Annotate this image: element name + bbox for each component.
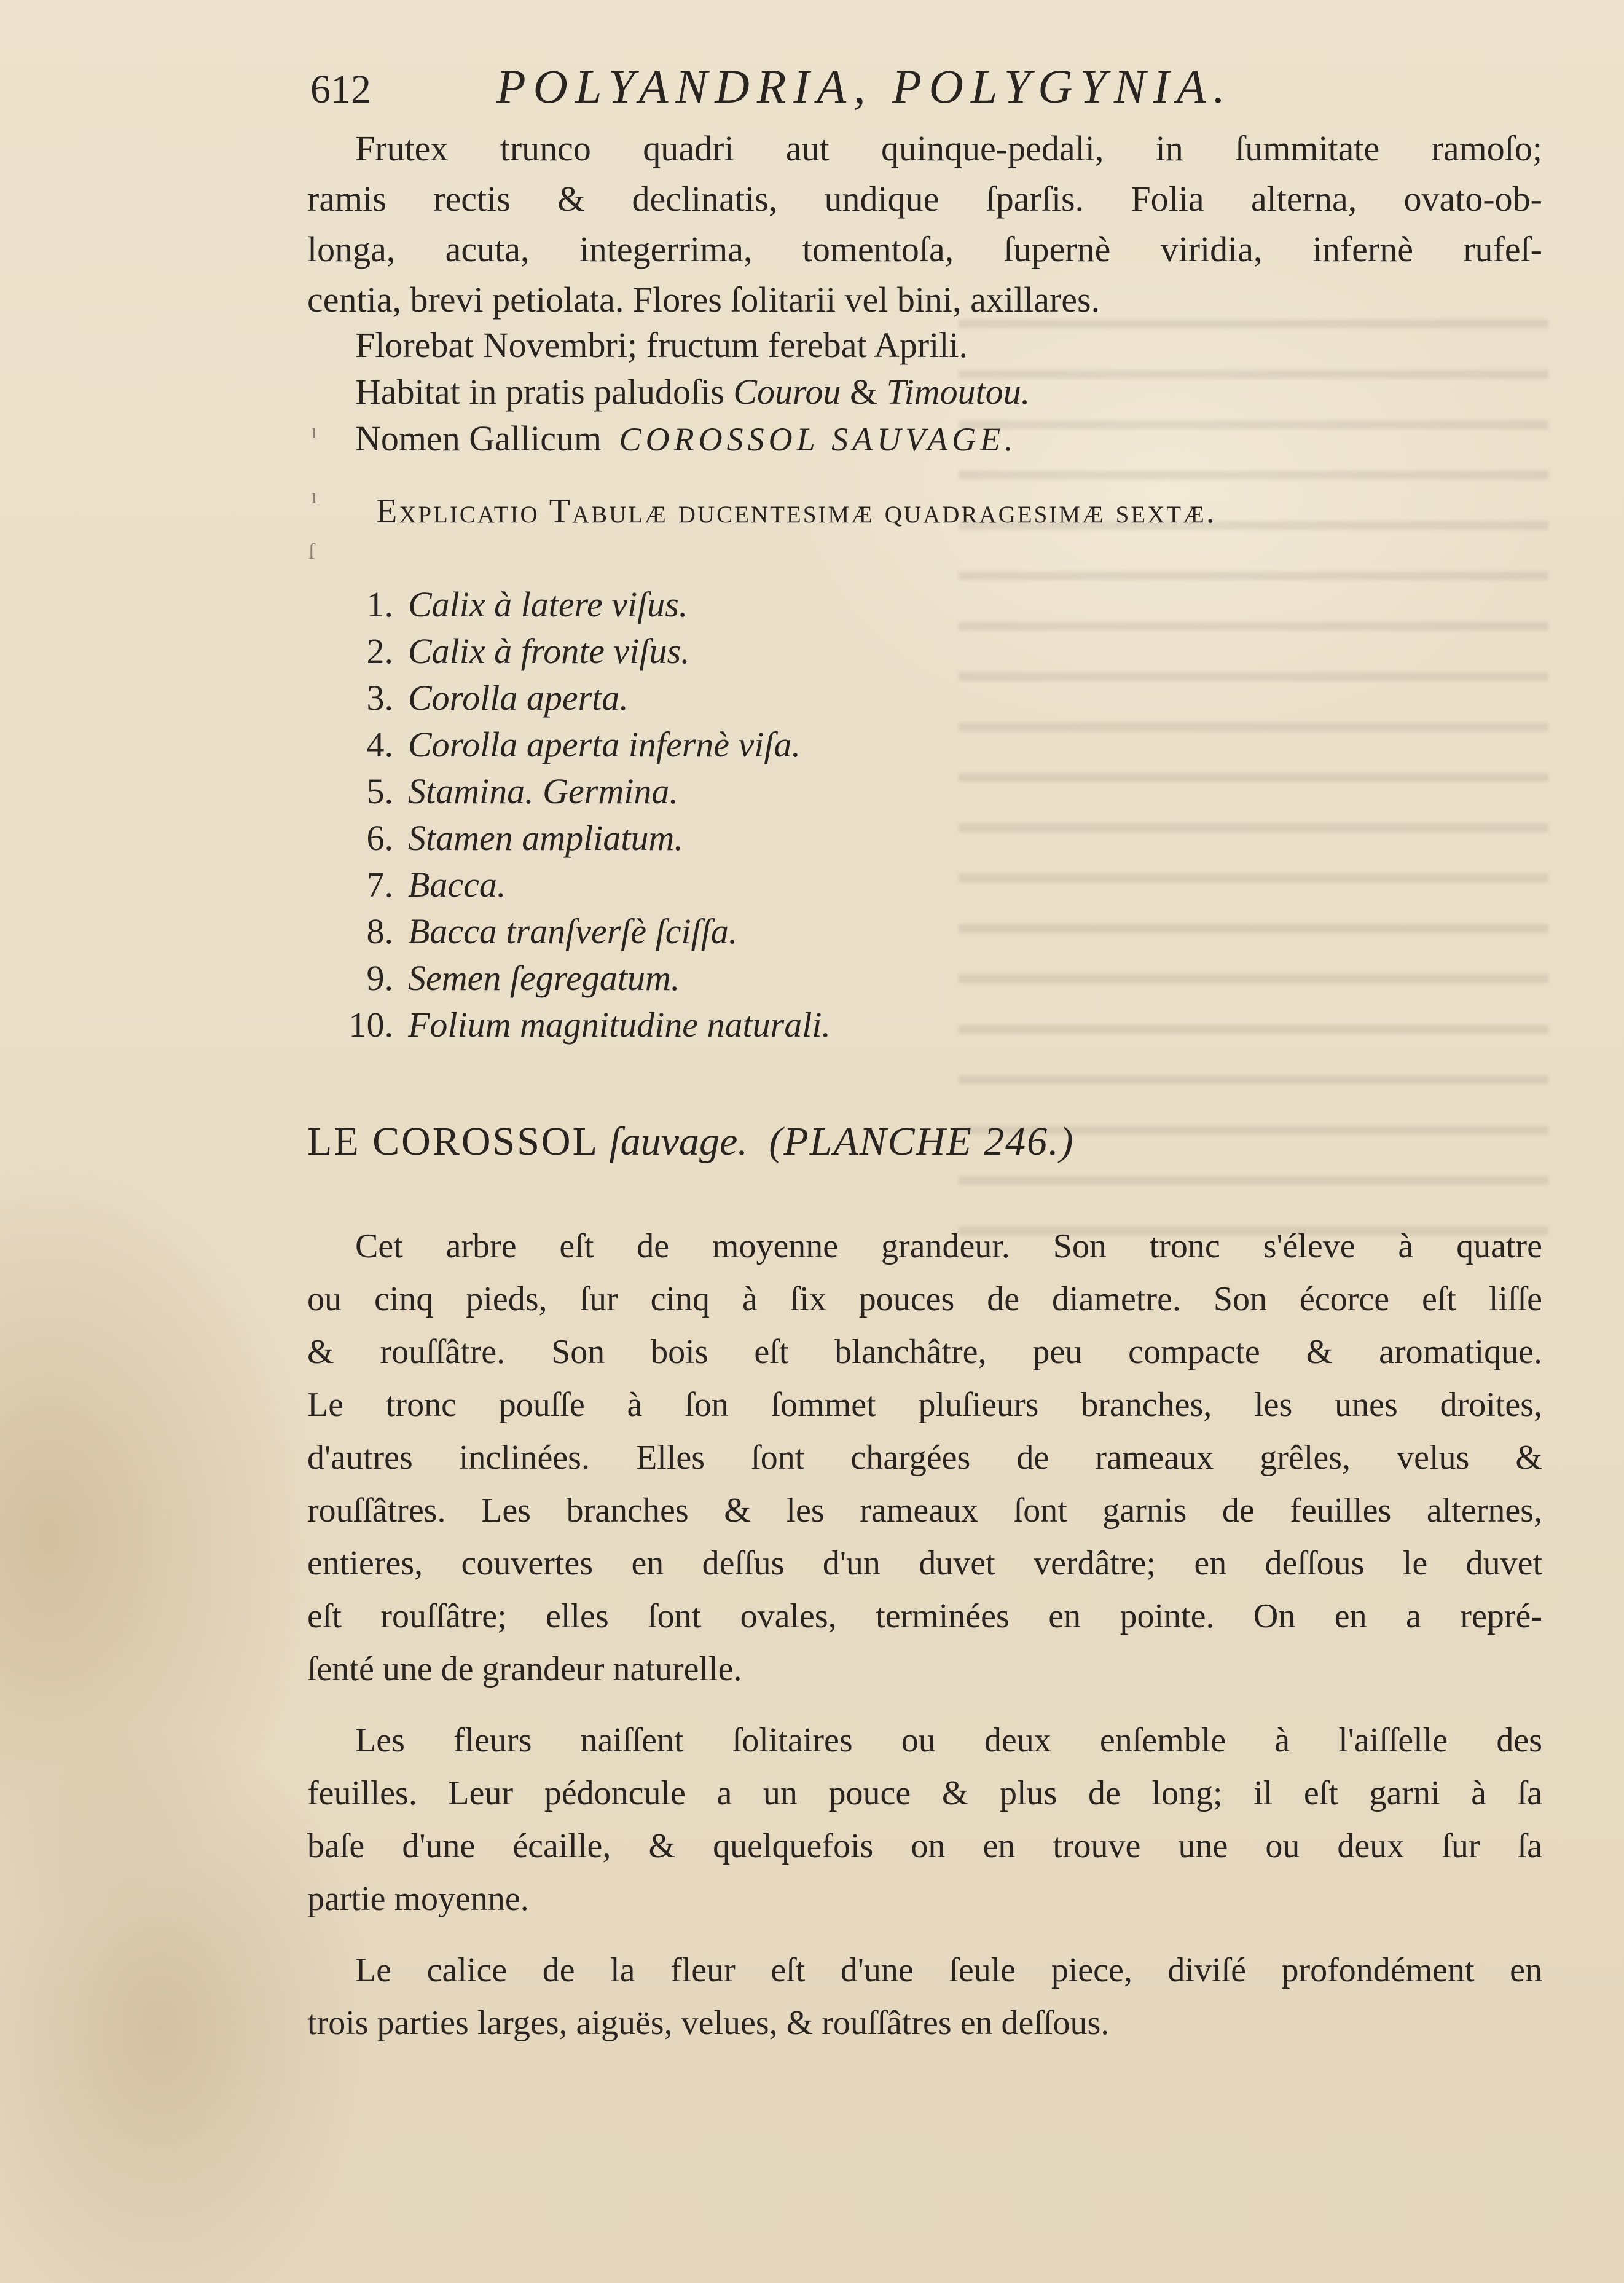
- french-p3-line: Le calice de la fleur eſt d'une ſeule piece, diviſé profondément en: [355, 1951, 1542, 1989]
- margin-mark: ı: [311, 418, 318, 443]
- plate-item: [332, 584, 688, 625]
- page-number: 612: [310, 67, 371, 112]
- plate-item: [332, 771, 678, 812]
- plate-item-text: Calix à latere viſus.: [408, 584, 688, 624]
- section-title-plate: (PLANCHE 246.): [769, 1119, 1075, 1164]
- french-p1-line: d'autres inclinées. Elles ſont chargées de rameaux grêles, velus &: [307, 1439, 1542, 1477]
- latin-line-3: longa, acuta, integerrima, tomentoſa, ſupernè viridia, infernè rufeſ-: [307, 229, 1542, 269]
- french-p2-line: Les fleurs naiſſent ſolitaires ou deux enſemble à l'aiſſelle des: [355, 1721, 1542, 1759]
- habitat-place-timoutou: Timoutou.: [886, 372, 1030, 412]
- latin-line-2: ramis rectis & declinatis, undique ſparſis. Folia alterna, ovato-ob-: [307, 179, 1542, 219]
- plate-item-number: 3.: [366, 678, 393, 718]
- french-p1-line: Le tronc pouſſe à ſon ſommet pluſieurs branches, les unes droites,: [307, 1386, 1542, 1424]
- plate-item-number: 7.: [366, 865, 393, 905]
- explicatio-title: Explicatio Tabulæ ducentesimæ quadragesimæ sextæ.: [376, 492, 1217, 530]
- plate-item-number: 9.: [366, 958, 393, 998]
- plate-item-text: Stamen ampliatum.: [408, 818, 683, 858]
- nomen-value: COROSSOL SAUVAGE.: [619, 421, 1018, 458]
- habitat-prefix: Habitat in pratis paludoſis: [355, 372, 724, 412]
- plate-item: [332, 1004, 831, 1045]
- plate-item: [332, 724, 801, 765]
- plate-item-text: Corolla aperta.: [408, 678, 629, 718]
- plate-item-text: Bacca tranſverſè ſciſſa.: [408, 911, 738, 951]
- plate-item-text: Corolla aperta infernè viſa.: [408, 725, 801, 764]
- french-p1-line: eſt rouſſâtre; elles ſont ovales, terminées en pointe. On en a repré-: [307, 1597, 1542, 1635]
- latin-habitat: [355, 371, 1030, 412]
- plate-item: [332, 957, 680, 999]
- page-title: POLYANDRIA, POLYGYNIA.: [496, 60, 1233, 113]
- section-title-main: LE COROSSOL: [307, 1119, 599, 1164]
- plate-item-number: 1.: [366, 584, 393, 624]
- nomen-prefix: Nomen Gallicum: [355, 418, 602, 458]
- latin-nomen: [355, 418, 1018, 459]
- french-p2-line: baſe d'une écaille, & quelquefois on en trouve une ou deux ſur ſa: [307, 1827, 1542, 1865]
- french-p1-line: & rouſſâtre. Son bois eſt blanchâtre, peu compacte & aromatique.: [307, 1333, 1542, 1371]
- plate-item-number: 5.: [366, 771, 393, 811]
- habitat-place-courou: Courou: [733, 372, 841, 412]
- french-p1-line: ou cinq pieds, ſur cinq à ſix pouces de diametre. Son écorce eſt liſſe: [307, 1280, 1542, 1318]
- margin-mark: ſ: [308, 539, 315, 564]
- latin-line-4: centia, brevi petiolata. Flores ſolitarii vel bini, axillares.: [307, 280, 1100, 320]
- plate-item: [332, 911, 737, 952]
- section-title-italic: ſauvage.: [609, 1119, 748, 1164]
- plate-item: [332, 677, 629, 718]
- french-p3-line: trois parties larges, aiguës, velues, & rouſſâtres en deſſous.: [307, 2004, 1110, 2042]
- french-p1-line: entieres, couvertes en deſſus d'un duvet verdâtre; en deſſous le duvet: [307, 1544, 1542, 1582]
- french-p1-line: Cet arbre eſt de moyenne grandeur. Son tronc s'éleve à quatre: [355, 1227, 1542, 1265]
- habitat-amp: &: [849, 372, 878, 412]
- plate-item-number: 2.: [366, 631, 393, 671]
- plate-item: [332, 817, 683, 859]
- plate-item-text: Bacca.: [408, 865, 506, 905]
- margin-mark: ı: [311, 484, 318, 508]
- plate-item-number: 6.: [366, 818, 393, 858]
- plate-item: [332, 864, 506, 905]
- section-title: [307, 1118, 1075, 1165]
- latin-flowering: Florebat Novembri; fructum ferebat Aprili.: [355, 325, 968, 365]
- show-through-text: [959, 320, 1548, 1241]
- plate-item: [332, 631, 690, 672]
- plate-item-number: 8.: [366, 911, 393, 951]
- plate-item-text: Semen ſegregatum.: [408, 958, 680, 998]
- french-p1-line: ſenté une de grandeur naturelle.: [307, 1650, 742, 1688]
- plate-item-text: Stamina. Germina.: [408, 771, 678, 811]
- plate-item-text: Calix à fronte viſus.: [408, 631, 690, 671]
- french-p2-line: feuilles. Leur pédoncule a un pouce & plus de long; il eſt garni à ſa: [307, 1774, 1542, 1812]
- plate-item-number: 10.: [348, 1005, 393, 1045]
- plate-item-number: 4.: [366, 725, 393, 764]
- french-p2-line: partie moyenne.: [307, 1880, 529, 1918]
- french-p1-line: rouſſâtres. Les branches & les rameaux ſont garnis de feuilles alternes,: [307, 1491, 1542, 1530]
- plate-item-text: Folium magnitudine naturali.: [408, 1005, 831, 1045]
- latin-line-1: Frutex trunco quadri aut quinque-pedali, in ſummitate ramoſo;: [355, 128, 1542, 168]
